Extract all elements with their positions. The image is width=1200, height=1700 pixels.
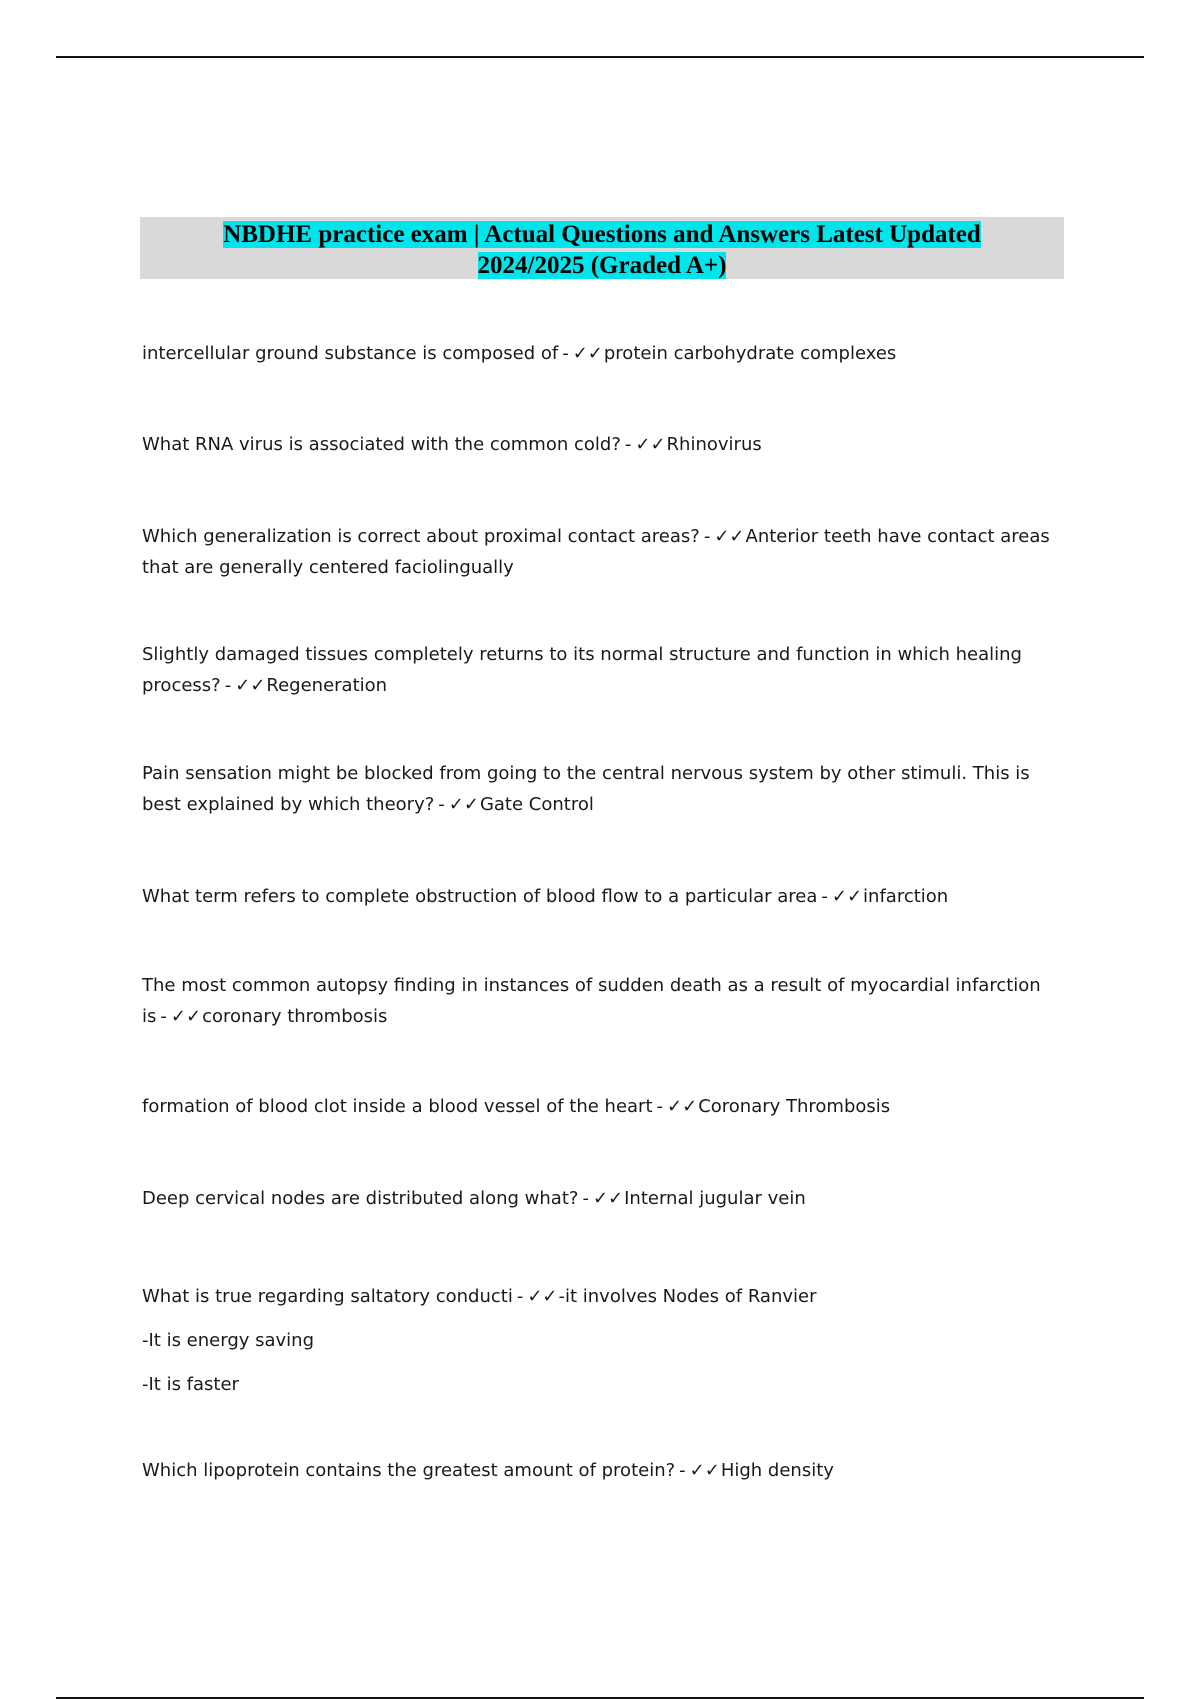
answer-extra-line: -It is faster	[142, 1374, 239, 1395]
separator: -	[703, 526, 711, 547]
separator: -	[516, 1286, 524, 1307]
answer-text: Regeneration	[266, 675, 388, 696]
question-text: Slightly damaged tissues completely returns to its normal structure and function in which healing process?	[142, 644, 1022, 696]
separator: -	[582, 1188, 589, 1209]
answer-text: Gate Control	[479, 794, 594, 815]
check-icon: ✓✓	[572, 343, 603, 364]
check-icon: ✓✓	[448, 794, 479, 815]
question-text: What RNA virus is associated with the common cold?	[142, 434, 621, 455]
qa-item-4	[142, 639, 1062, 701]
answer-text: infarction	[863, 886, 949, 907]
qa-item-11	[142, 1455, 1062, 1486]
check-icon: ✓✓	[592, 1188, 624, 1209]
check-icon: ✓✓	[170, 1006, 202, 1027]
separator: -	[438, 794, 445, 815]
title-line-1: NBDHE practice exam | Actual Questions and Answers Latest Updated	[223, 221, 981, 248]
answer-text: High density	[720, 1460, 834, 1481]
check-icon: ✓✓	[667, 1096, 698, 1117]
check-icon: ✓✓	[635, 434, 666, 455]
question-text: Which generalization is correct about proximal contact areas?	[142, 526, 700, 547]
qa-item-1	[142, 338, 1062, 369]
question-text: What term refers to complete obstruction of blood flow to a particular area	[142, 886, 818, 907]
bottom-divider	[56, 1697, 1144, 1699]
answer-text: Coronary Thrombosis	[698, 1096, 891, 1117]
answer-text: Internal jugular vein	[624, 1188, 806, 1209]
document-title	[140, 217, 1064, 281]
question-text: formation of blood clot inside a blood vessel of the heart	[142, 1096, 653, 1117]
check-icon: ✓✓	[714, 526, 745, 547]
separator: -	[562, 343, 569, 364]
separator: -	[624, 434, 632, 455]
check-icon: ✓✓	[527, 1286, 558, 1307]
qa-item-5	[142, 758, 1062, 820]
separator: -	[656, 1096, 664, 1117]
qa-item-9	[142, 1183, 1062, 1214]
separator: -	[224, 675, 232, 696]
answer-text: Rhinovirus	[666, 434, 762, 455]
check-icon: ✓✓	[689, 1460, 720, 1481]
document-title-box	[140, 217, 1064, 279]
question-text: Which lipoprotein contains the greatest amount of protein?	[142, 1460, 676, 1481]
qa-item-6	[142, 881, 1062, 912]
separator: -	[679, 1460, 686, 1481]
answer-extra-line: -It is energy saving	[142, 1330, 315, 1351]
qa-item-7	[142, 970, 1062, 1032]
question-text: Pain sensation might be blocked from going to the central nervous system by other stimuli. This is best explained by which theory?	[142, 763, 1030, 815]
question-text: The most common autopsy finding in instances of sudden death as a result of myocardial infarction is	[142, 975, 1041, 1027]
title-line-2: 2024/2025 (Graded A+)	[477, 252, 727, 279]
question-text: Deep cervical nodes are distributed along what?	[142, 1188, 579, 1209]
qa-item-2	[142, 429, 1062, 460]
question-text: What is true regarding saltatory conducti	[142, 1286, 513, 1307]
top-divider	[56, 56, 1144, 58]
answer-text: -it involves Nodes of Ranvier	[558, 1286, 817, 1307]
qa-item-10	[142, 1275, 1062, 1407]
separator: -	[821, 886, 828, 907]
check-icon: ✓✓	[235, 675, 266, 696]
answer-text: Anterior teeth have contact areas that are generally centered faciolingually	[142, 526, 1050, 578]
qa-item-3	[142, 521, 1062, 583]
separator: -	[160, 1006, 167, 1027]
answer-text: protein carbohydrate complexes	[603, 343, 897, 364]
question-text: intercellular ground substance is composed of	[142, 343, 559, 364]
check-icon: ✓✓	[831, 886, 863, 907]
answer-text: coronary thrombosis	[202, 1006, 388, 1027]
qa-item-8	[142, 1091, 1062, 1122]
